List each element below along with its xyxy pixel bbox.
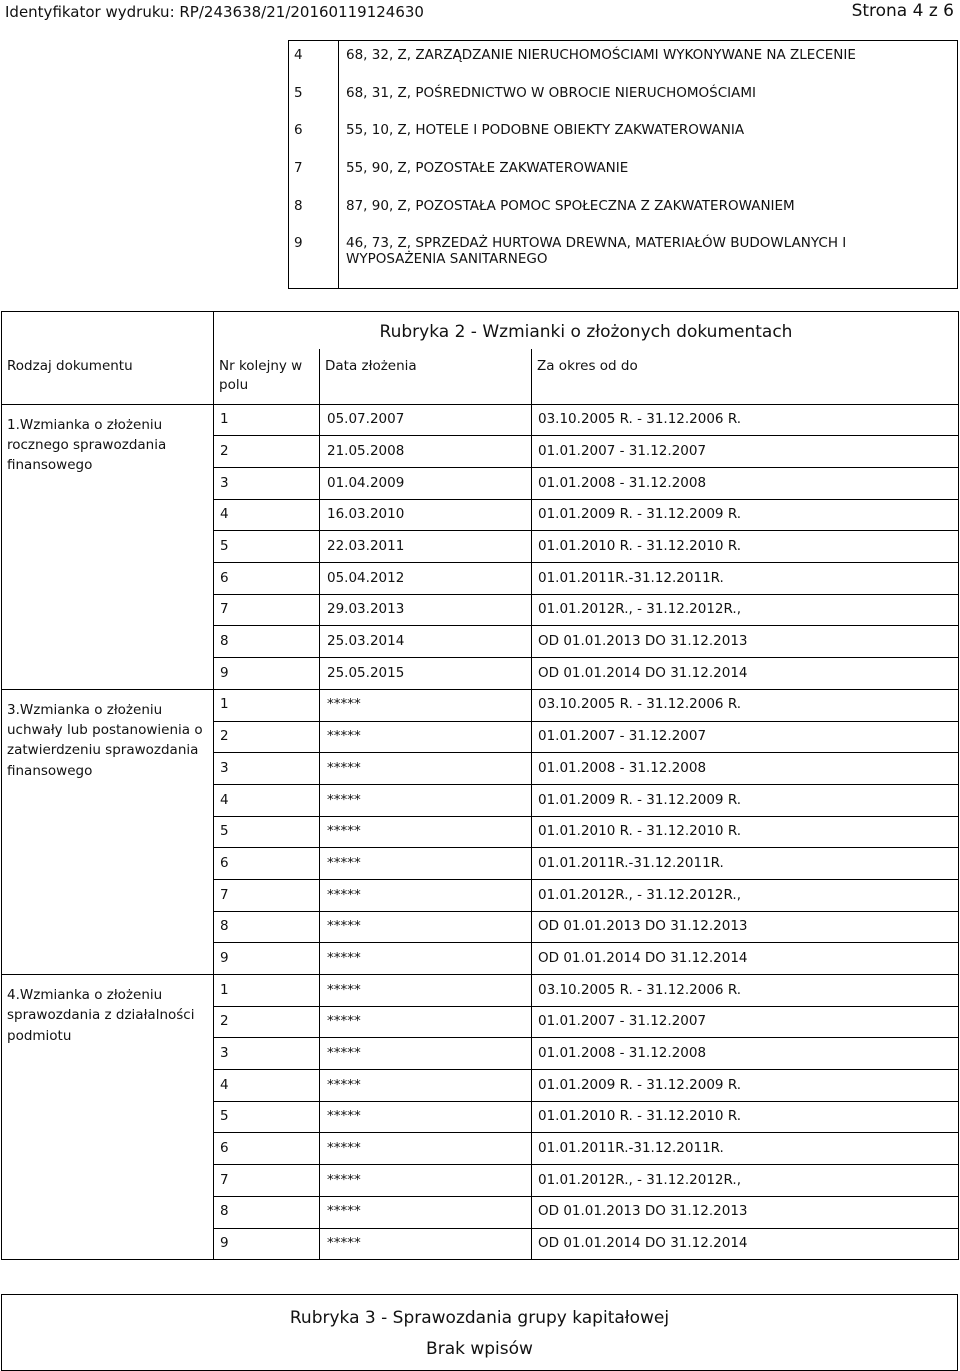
submission-date: ***** <box>320 816 532 848</box>
submission-date: ***** <box>320 943 532 975</box>
row-number: 4 <box>214 1070 320 1102</box>
row-number: 1 <box>214 975 320 1007</box>
row-number: 6 <box>214 1133 320 1165</box>
row-number: 9 <box>214 1228 320 1260</box>
submission-date: 05.04.2012 <box>320 563 532 595</box>
rubryka-2-body <box>2 312 959 1260</box>
row-number: 7 <box>214 594 320 626</box>
row-number: 8 <box>214 1196 320 1228</box>
row-number: 6 <box>214 563 320 595</box>
row-number: 4 <box>214 499 320 531</box>
submission-date: ***** <box>320 1228 532 1260</box>
row-number: 4 <box>214 784 320 816</box>
row-number: 3 <box>214 1038 320 1070</box>
pkd-row-number: 7 <box>289 154 339 192</box>
pkd-table <box>288 40 958 289</box>
pkd-row-text: 55, 90, Z, POZOSTAŁE ZAKWATEROWANIE <box>346 160 629 177</box>
print-identifier: Identyfikator wydruku: RP/243638/21/20160119124630 <box>5 3 424 21</box>
submission-date: ***** <box>320 1070 532 1102</box>
period-range: 01.01.2010 R. - 31.12.2010 R. <box>532 531 959 563</box>
submission-date: 01.04.2009 <box>320 468 532 500</box>
submission-date: ***** <box>320 1038 532 1070</box>
submission-date: 22.03.2011 <box>320 531 532 563</box>
submission-date: ***** <box>320 753 532 785</box>
period-range: 03.10.2005 R. - 31.12.2006 R. <box>532 404 959 436</box>
row-number: 6 <box>214 848 320 880</box>
pkd-row <box>289 154 958 192</box>
period-range: 01.01.2011R.-31.12.2011R. <box>532 563 959 595</box>
row-number: 9 <box>214 658 320 690</box>
submission-date: ***** <box>320 911 532 943</box>
submission-date: 25.03.2014 <box>320 626 532 658</box>
row-number: 7 <box>214 879 320 911</box>
row-number: 8 <box>214 911 320 943</box>
row-number: 9 <box>214 943 320 975</box>
pkd-row-text: 68, 32, Z, ZARZĄDZANIE NIERUCHOMOŚCIAMI WYKONYWANE NA ZLECENIE <box>346 47 856 63</box>
period-range: 01.01.2009 R. - 31.12.2009 R. <box>532 1070 959 1102</box>
period-range: 01.01.2008 - 31.12.2008 <box>532 468 959 500</box>
period-range: 01.01.2009 R. - 31.12.2009 R. <box>532 499 959 531</box>
pkd-row-text: 68, 31, Z, POŚREDNICTWO W OBROCIE NIERUCHOMOŚCIAMI <box>346 84 756 101</box>
period-range: 03.10.2005 R. - 31.12.2006 R. <box>532 975 959 1007</box>
row-number: 8 <box>214 626 320 658</box>
pkd-row-text: 87, 90, Z, POZOSTAŁA POMOC SPOŁECZNA Z ZAKWATEROWANIEM <box>346 197 795 214</box>
rubryka-3-box <box>1 1294 958 1371</box>
period-range: 01.01.2007 - 31.12.2007 <box>532 1006 959 1038</box>
page-header <box>0 0 960 24</box>
row-number: 1 <box>214 404 320 436</box>
period-range: OD 01.01.2014 DO 31.12.2014 <box>532 943 959 975</box>
submission-date: 05.07.2007 <box>320 404 532 436</box>
submission-date: ***** <box>320 1133 532 1165</box>
period-range: 01.01.2011R.-31.12.2011R. <box>532 848 959 880</box>
submission-date: ***** <box>320 848 532 880</box>
row-number: 5 <box>214 531 320 563</box>
period-range: OD 01.01.2013 DO 31.12.2013 <box>532 1196 959 1228</box>
submission-date: 29.03.2013 <box>320 594 532 626</box>
period-range: 01.01.2011R.-31.12.2011R. <box>532 1133 959 1165</box>
pkd-row-number: 8 <box>289 192 339 230</box>
period-range: OD 01.01.2014 DO 31.12.2014 <box>532 658 959 690</box>
pkd-table-body <box>289 41 958 289</box>
rubryka-3-title: Rubryka 3 - Sprawozdania grupy kapitałowej <box>289 1308 670 1328</box>
rubryka-2-title: Rubryka 2 - Wzmianki o złożonych dokumentach <box>214 312 959 349</box>
period-range: 01.01.2012R., - 31.12.2012R., <box>532 594 959 626</box>
pkd-row-number: 4 <box>289 41 339 79</box>
period-range: 01.01.2008 - 31.12.2008 <box>532 753 959 785</box>
pkd-row <box>289 41 958 79</box>
header-okres: Za okres od do <box>532 349 959 405</box>
period-range: OD 01.01.2013 DO 31.12.2013 <box>532 626 959 658</box>
submission-date: ***** <box>320 975 532 1007</box>
period-range: 01.01.2012R., - 31.12.2012R., <box>532 1165 959 1197</box>
period-range: 03.10.2005 R. - 31.12.2006 R. <box>532 689 959 721</box>
document-row <box>2 404 959 436</box>
submission-date: ***** <box>320 1196 532 1228</box>
submission-date: ***** <box>320 1165 532 1197</box>
pkd-row-text: 55, 10, Z, HOTELE I PODOBNE OBIEKTY ZAKWATEROWANIA <box>346 122 745 139</box>
rubryka-2-title-spacer <box>2 312 214 349</box>
submission-date: 25.05.2015 <box>320 658 532 690</box>
period-range: 01.01.2009 R. - 31.12.2009 R. <box>532 784 959 816</box>
rubryka-2-table <box>1 311 959 1260</box>
document-type-label: 3.Wzmianka o złożeniu uchwały lub postanowienia o zatwierdzeniu sprawozdania finansowego <box>2 689 214 974</box>
row-number: 3 <box>214 753 320 785</box>
document-row <box>2 689 959 721</box>
period-range: 01.01.2007 - 31.12.2007 <box>532 436 959 468</box>
header-rodzaj: Rodzaj dokumentu <box>2 349 214 405</box>
document-row <box>2 975 959 1007</box>
row-number: 5 <box>214 1101 320 1133</box>
document-type-label: 4.Wzmianka o złożeniu sprawozdania z działalności podmiotu <box>2 975 214 1260</box>
submission-date: ***** <box>320 879 532 911</box>
row-number: 2 <box>214 1006 320 1038</box>
submission-date: ***** <box>320 784 532 816</box>
pkd-row <box>289 79 958 117</box>
period-range: 01.01.2007 - 31.12.2007 <box>532 721 959 753</box>
period-range: 01.01.2008 - 31.12.2008 <box>532 1038 959 1070</box>
submission-date: 21.05.2008 <box>320 436 532 468</box>
submission-date: ***** <box>320 689 532 721</box>
row-number: 5 <box>214 816 320 848</box>
row-number: 1 <box>214 689 320 721</box>
period-range: 01.01.2012R., - 31.12.2012R., <box>532 879 959 911</box>
pkd-row <box>289 116 958 154</box>
period-range: OD 01.01.2013 DO 31.12.2013 <box>532 911 959 943</box>
row-number: 7 <box>214 1165 320 1197</box>
pkd-row <box>289 229 958 289</box>
header-data: Data złożenia <box>320 349 532 405</box>
row-number: 3 <box>214 468 320 500</box>
header-nr: Nr kolejny w polu <box>214 349 320 405</box>
document-type-label: 1.Wzmianka o złożeniu rocznego sprawozdania finansowego <box>2 404 214 689</box>
submission-date: ***** <box>320 1101 532 1133</box>
period-range: OD 01.01.2014 DO 31.12.2014 <box>532 1228 959 1260</box>
pkd-row-number: 6 <box>289 116 339 154</box>
row-number: 2 <box>214 721 320 753</box>
period-range: 01.01.2010 R. - 31.12.2010 R. <box>532 1101 959 1133</box>
submission-date: 16.03.2010 <box>320 499 532 531</box>
pkd-row-number: 5 <box>289 79 339 117</box>
row-number: 2 <box>214 436 320 468</box>
period-range: 01.01.2010 R. - 31.12.2010 R. <box>532 816 959 848</box>
submission-date: ***** <box>320 1006 532 1038</box>
pkd-row <box>289 192 958 230</box>
pkd-row-text: 46, 73, Z, SPRZEDAŻ HURTOWA DREWNA, MATERIAŁÓW BUDOWLANYCH I WYPOSAŻENIA SANITARNEGO <box>346 235 847 267</box>
pkd-row-number: 9 <box>289 229 339 289</box>
rubryka-3-status: Brak wpisów <box>426 1339 533 1359</box>
submission-date: ***** <box>320 721 532 753</box>
page-number: Strona 4 z 6 <box>851 1 954 21</box>
